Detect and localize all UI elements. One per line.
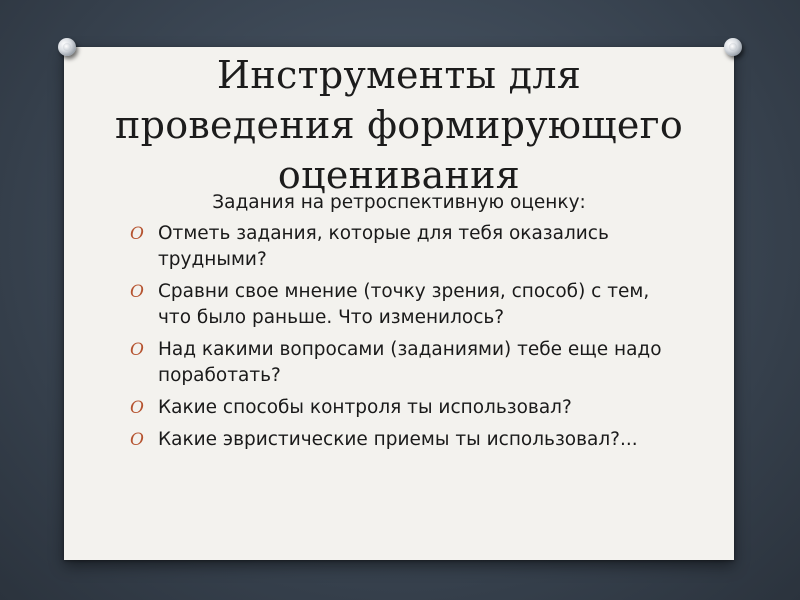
bullet-icon: O	[130, 430, 144, 450]
bullet-text: Отметь задания, которые для тебя оказались трудными?	[158, 223, 609, 270]
title-line: проведения формирующего	[114, 103, 684, 147]
list-item	[125, 427, 685, 453]
title-line: Инструменты для	[216, 53, 582, 97]
bullet-icon: O	[130, 224, 144, 244]
bullet-list	[125, 221, 685, 459]
bullet-text: Сравни свое мнение (точку зрения, способ) с тем, что было раньше. Что изменилось?	[158, 281, 650, 328]
bullet-icon: O	[130, 340, 144, 360]
bullet-text: Какие способы контроля ты использовал?	[158, 397, 572, 418]
list-item	[125, 337, 685, 389]
slide-title	[64, 50, 734, 200]
list-item	[125, 221, 685, 273]
bullet-icon: O	[130, 282, 144, 302]
title-line: оценивания	[277, 153, 521, 197]
list-item	[125, 395, 685, 421]
bullet-text: Над какими вопросами (заданиями) тебе еще надо поработать?	[158, 339, 662, 386]
bullet-icon: O	[130, 398, 144, 418]
list-item	[125, 279, 685, 331]
bullet-text: Какие эвристические приемы ты использовал?...	[158, 429, 638, 450]
slide-subtitle: Задания на ретроспективную оценку:	[212, 192, 586, 213]
